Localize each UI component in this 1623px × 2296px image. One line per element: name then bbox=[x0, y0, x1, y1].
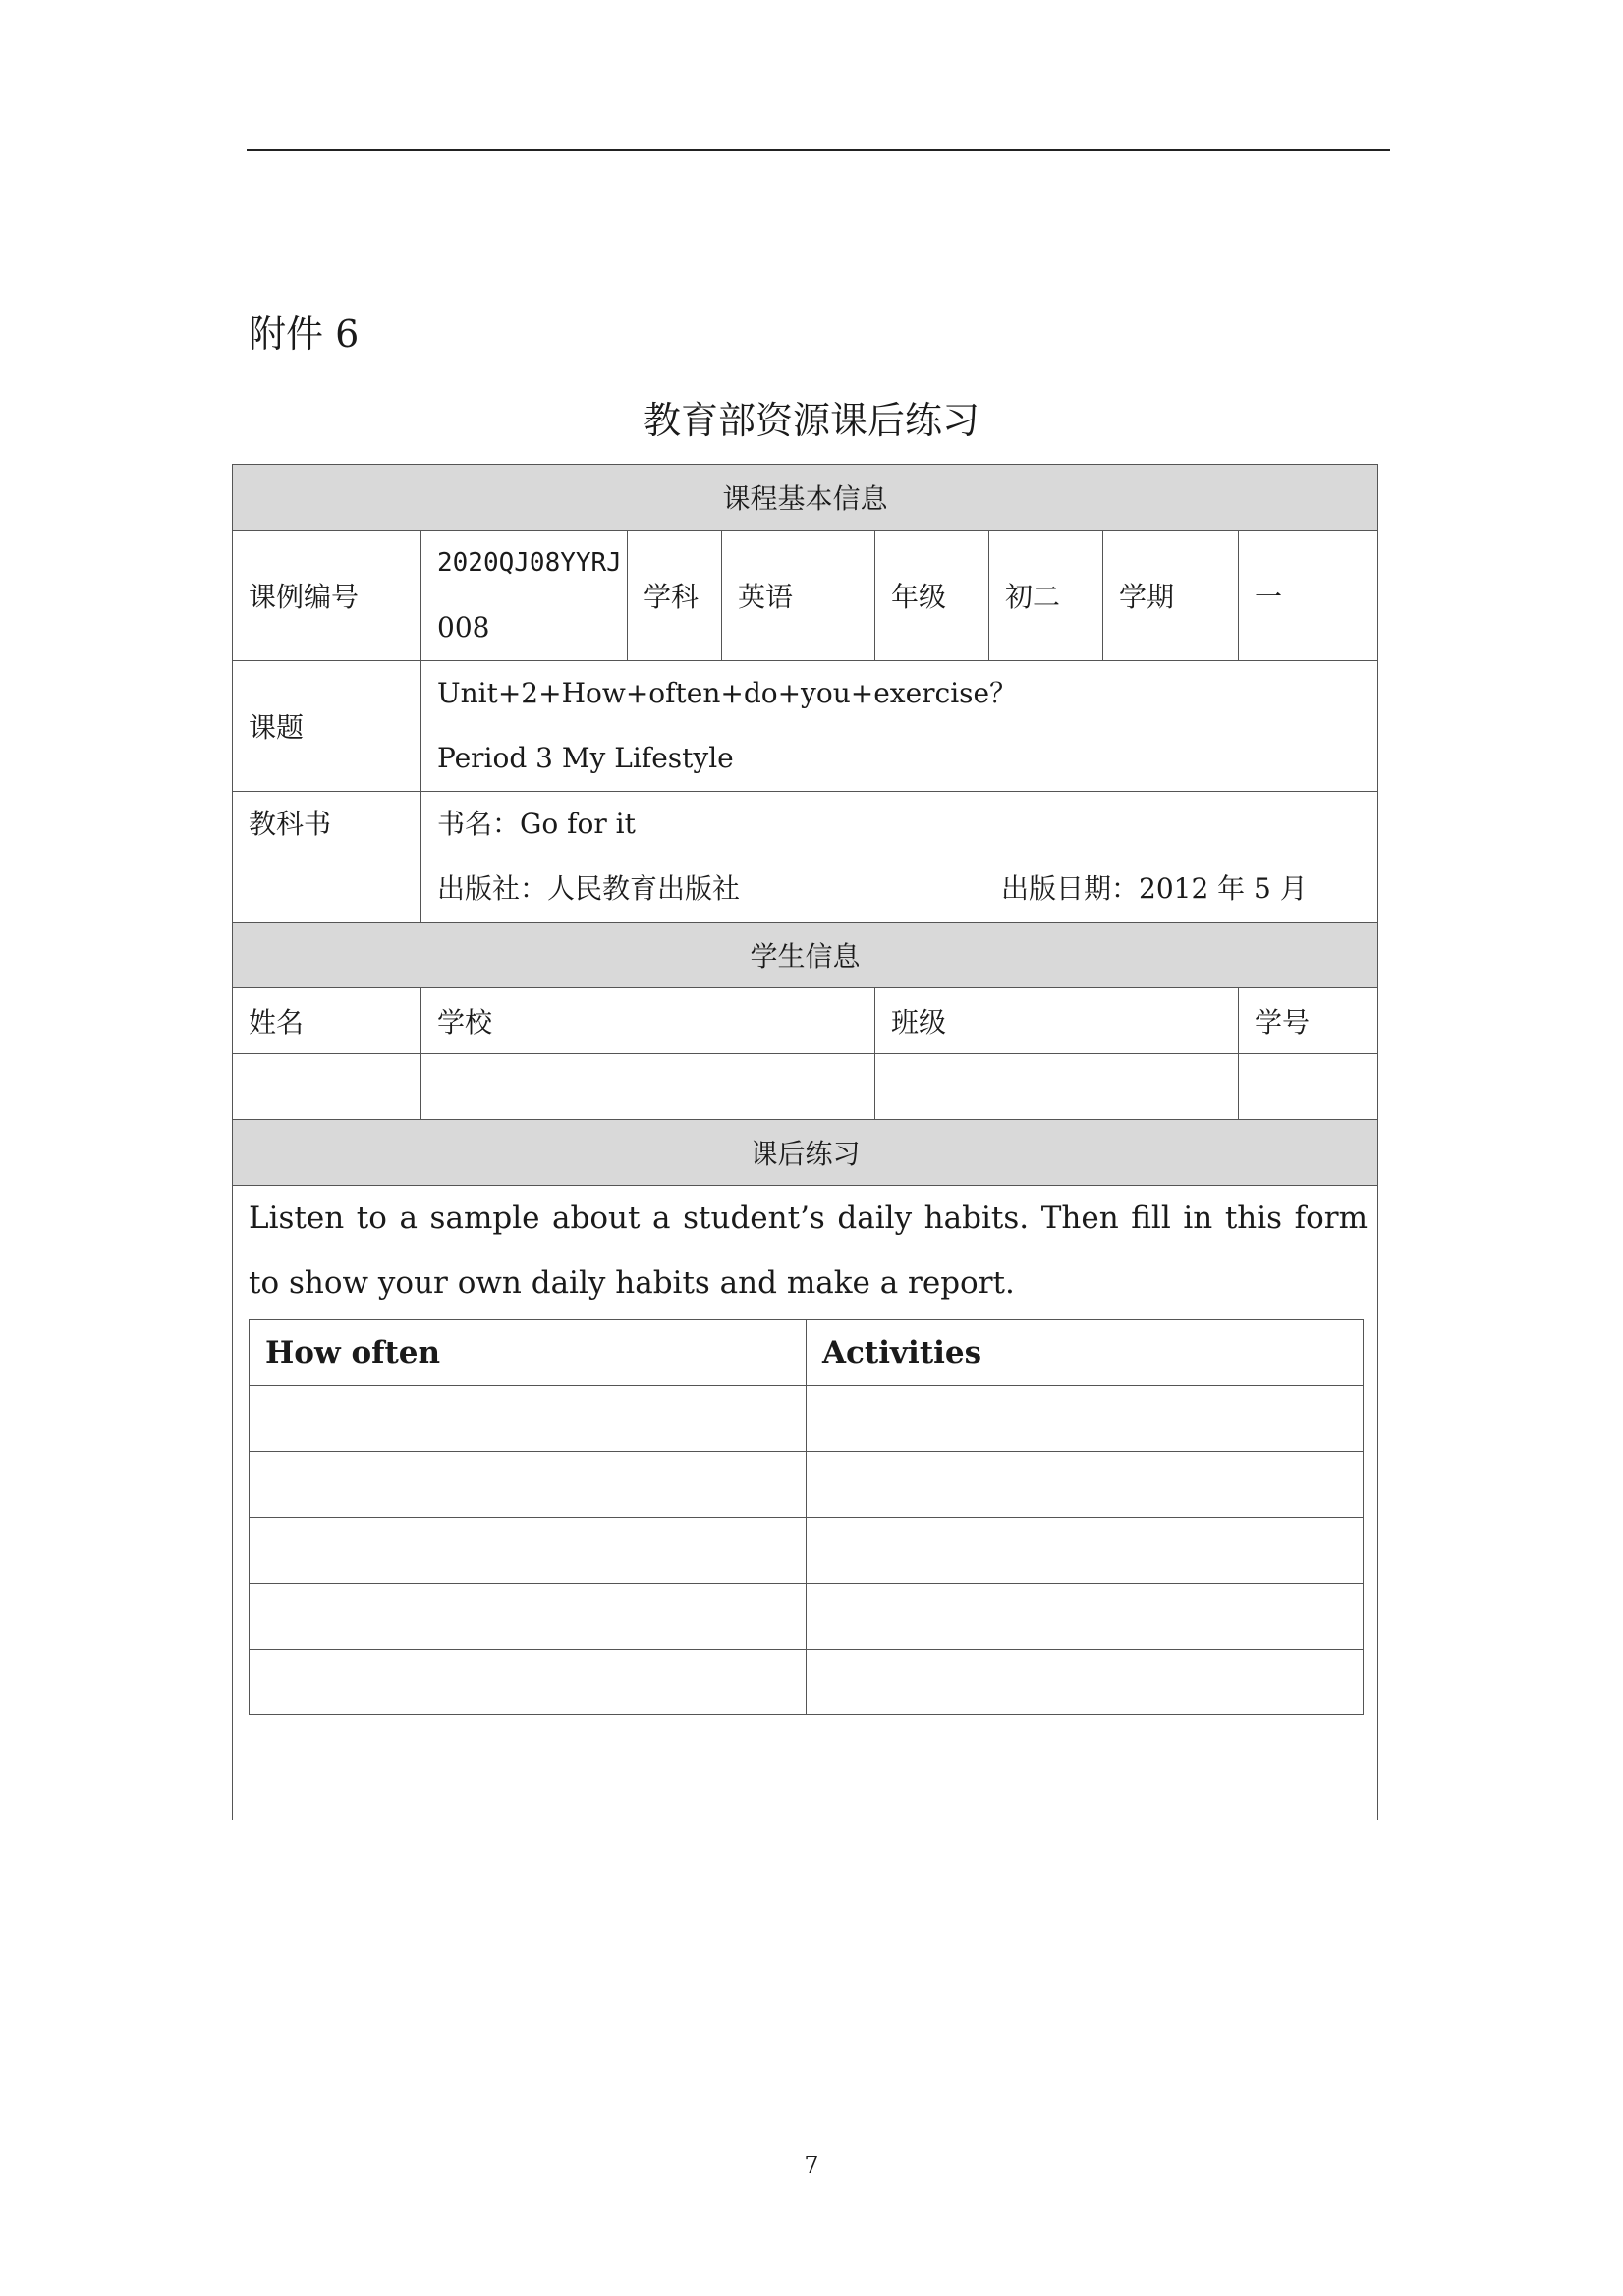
exercise-content bbox=[233, 1186, 1378, 1820]
grade-label: 年级 bbox=[875, 531, 989, 661]
topic-label: 课题 bbox=[233, 661, 421, 792]
activities-cell[interactable] bbox=[807, 1452, 1364, 1518]
page-number: 7 bbox=[804, 2152, 819, 2179]
student-info-header: 学生信息 bbox=[233, 923, 1378, 988]
document-title: 教育部资源课后练习 bbox=[643, 399, 979, 442]
school-label: 学校 bbox=[421, 988, 875, 1054]
activities-cell[interactable] bbox=[807, 1650, 1364, 1715]
how-often-cell[interactable] bbox=[250, 1650, 807, 1715]
how-often-cell[interactable] bbox=[250, 1386, 807, 1452]
subject-label: 学科 bbox=[628, 531, 722, 661]
term-label: 学期 bbox=[1103, 531, 1239, 661]
table-row bbox=[250, 1584, 1364, 1650]
how-often-cell[interactable] bbox=[250, 1452, 807, 1518]
textbook-value bbox=[421, 792, 1378, 923]
name-field[interactable] bbox=[233, 1054, 421, 1120]
attachment-label: 附件 6 bbox=[249, 312, 360, 356]
student-id-field[interactable] bbox=[1239, 1054, 1378, 1120]
table-row bbox=[250, 1386, 1364, 1452]
course-form-table bbox=[232, 464, 1378, 1820]
topic-line1: Unit+2+How+often+do+you+exercise？ bbox=[437, 677, 1018, 709]
exercise-instructions: Listen to a sample about a student’s daily habits. Then fill in this form to show your own daily habits and make a report. bbox=[249, 1201, 1369, 1301]
student-id-label: 学号 bbox=[1239, 988, 1378, 1054]
table-row bbox=[250, 1452, 1364, 1518]
textbook-label: 教科书 bbox=[233, 792, 421, 923]
name-label: 姓名 bbox=[233, 988, 421, 1054]
activities-header: Activities bbox=[807, 1320, 1364, 1386]
case-id-line1: 2020QJ08YYRJ bbox=[437, 548, 622, 578]
grade-value: 初二 bbox=[989, 531, 1103, 661]
class-field[interactable] bbox=[875, 1054, 1239, 1120]
school-field[interactable] bbox=[421, 1054, 875, 1120]
how-often-cell[interactable] bbox=[250, 1584, 807, 1650]
table-row bbox=[250, 1650, 1364, 1715]
publisher: 出版社：人民教育出版社 bbox=[437, 872, 741, 905]
case-id-line2: 008 bbox=[437, 611, 490, 644]
activities-cell[interactable] bbox=[807, 1386, 1364, 1452]
topic-value bbox=[421, 661, 1378, 792]
case-id-label: 课例编号 bbox=[233, 531, 421, 661]
how-often-header: How often bbox=[250, 1320, 807, 1386]
table-row bbox=[250, 1518, 1364, 1584]
subject-value: 英语 bbox=[722, 531, 875, 661]
class-label: 班级 bbox=[875, 988, 1239, 1054]
term-value: 一 bbox=[1239, 531, 1378, 661]
header-rule bbox=[247, 149, 1390, 151]
book-name: 书名：Go for it bbox=[437, 808, 636, 840]
publish-date: 出版日期：2012 年 5 月 bbox=[1001, 872, 1308, 905]
publisher-row bbox=[437, 857, 1377, 922]
topic-line2: Period 3 My Lifestyle bbox=[437, 742, 734, 774]
course-info-header: 课程基本信息 bbox=[233, 465, 1378, 531]
how-often-cell[interactable] bbox=[250, 1518, 807, 1584]
activities-cell[interactable] bbox=[807, 1518, 1364, 1584]
activities-cell[interactable] bbox=[807, 1584, 1364, 1650]
case-id-value bbox=[421, 531, 628, 661]
exercise-header: 课后练习 bbox=[233, 1120, 1378, 1186]
habits-table bbox=[249, 1319, 1364, 1715]
